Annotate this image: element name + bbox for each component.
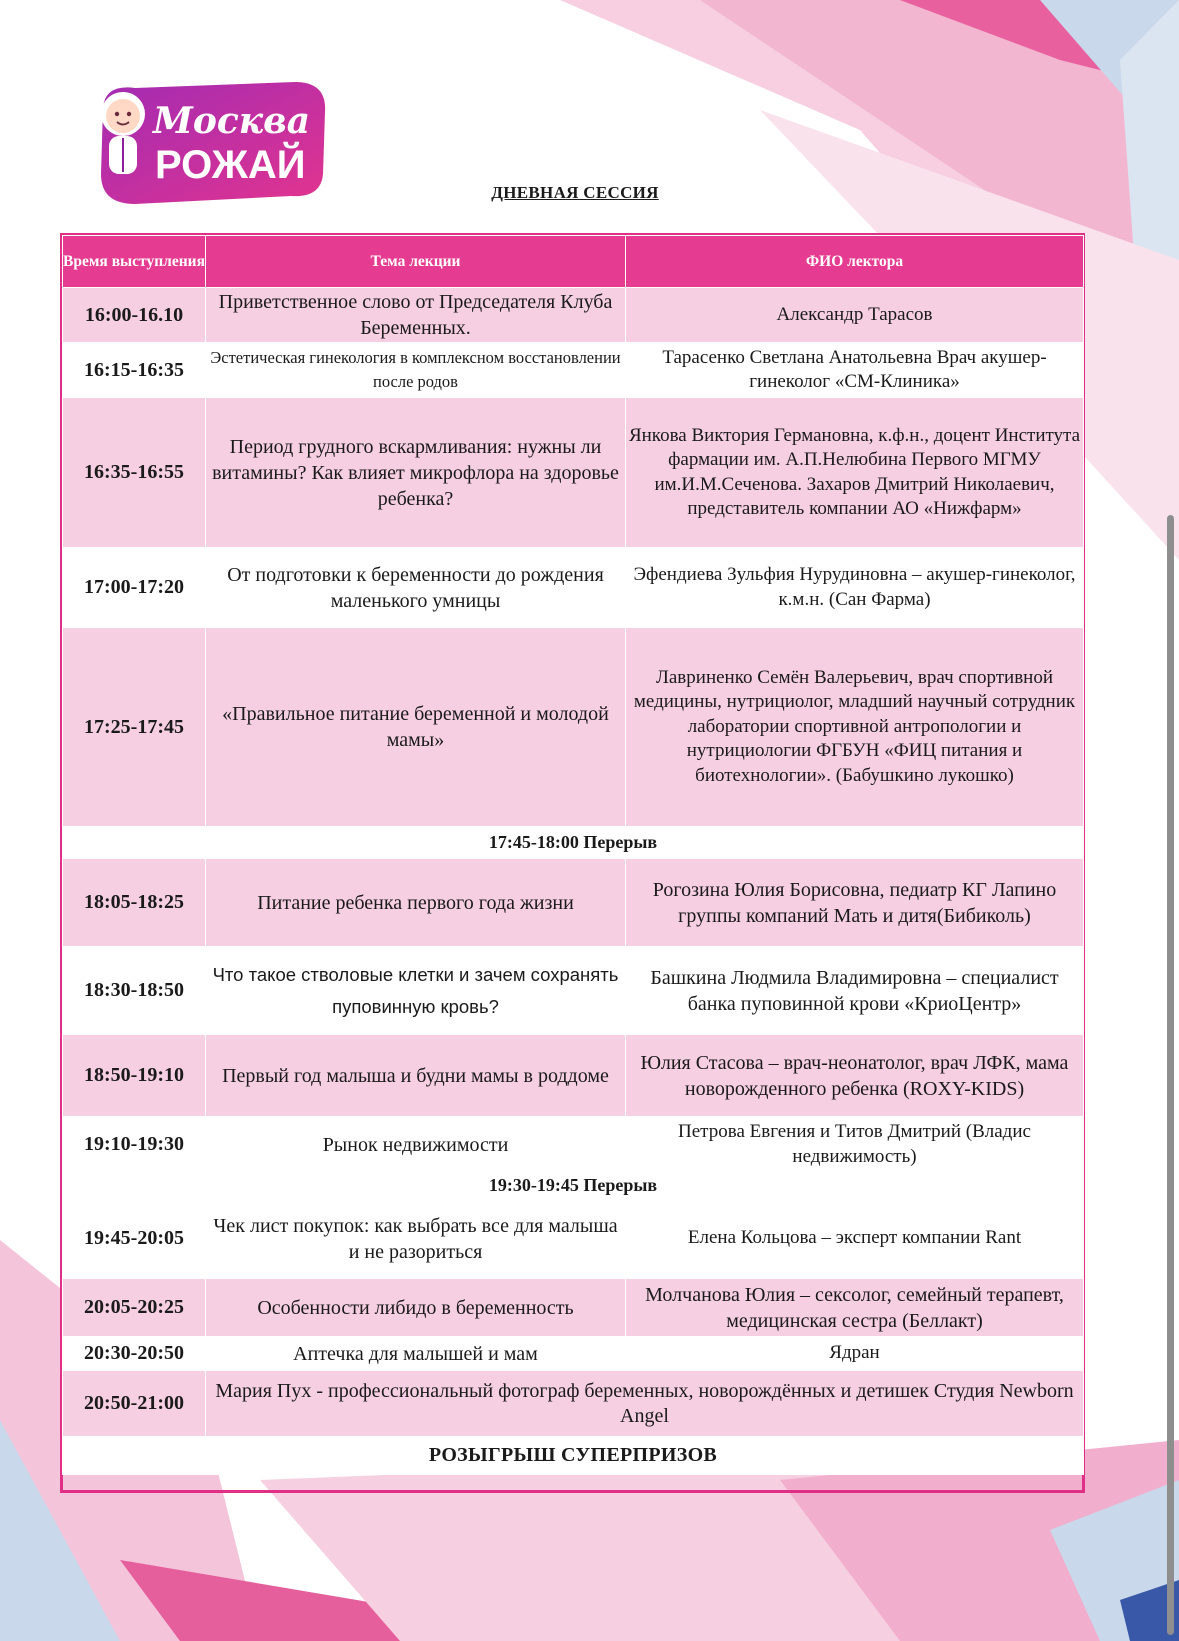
row-topic: От подготовки к беременности до рождения маленького умницы: [206, 548, 626, 628]
table-row: [63, 1035, 1084, 1117]
logo-text-line2: РОЖАЙ: [155, 143, 306, 187]
logo-text-line1: Москва: [153, 100, 311, 142]
break-row: [63, 1173, 1084, 1199]
header-topic: Тема лекции: [206, 236, 626, 288]
row-lecturer: Ядран: [626, 1337, 1084, 1371]
row-topic: Первый год малыша и будни мамы в роддоме: [206, 1035, 626, 1117]
scrollbar[interactable]: [1167, 515, 1174, 1635]
table-row: [63, 1337, 1084, 1371]
table-row: [63, 947, 1084, 1035]
row-time: 19:10-19:30: [63, 1117, 206, 1173]
row-time: 17:25-17:45: [63, 628, 206, 827]
row-topic: Питание ребенка первого года жизни: [206, 859, 626, 947]
row-topic: «Правильное питание беременной и молодой мамы»: [206, 628, 626, 827]
row-lecturer: Тарасенко Светлана Анатольевна Врач акушер-гинеколог «СМ-Клиника»: [626, 343, 1084, 398]
header-time: Время выступления: [63, 236, 206, 288]
table-row: [63, 343, 1084, 398]
table-row: [63, 1199, 1084, 1279]
row-topic: Аптечка для малышей и мам: [206, 1337, 626, 1371]
row-time: 16:00-16.10: [63, 288, 206, 343]
header-lecturer: ФИО лектора: [626, 236, 1084, 288]
table-row: [63, 288, 1084, 343]
break-row: [63, 827, 1084, 859]
row-time: 20:05-20:25: [63, 1279, 206, 1337]
table-row: [63, 859, 1084, 947]
row-topic: Что такое стволовые клетки и зачем сохранять пуповинную кровь?: [206, 947, 626, 1035]
row-time: 16:35-16:55: [63, 398, 206, 548]
table-header-row: [63, 236, 1084, 288]
row-time: 18:05-18:25: [63, 859, 206, 947]
row-topic: Эстетическая гинекология в комплексном восстановлении после родов: [206, 343, 626, 398]
row-topic: Рынок недвижимости: [206, 1117, 626, 1173]
row-lecturer: Елена Кольцова – эксперт компании Rant: [626, 1199, 1084, 1279]
row-lecturer: Башкина Людмила Владимировна – специалист банка пуповинной крови «КриоЦентр»: [626, 947, 1084, 1035]
table-row: [63, 398, 1084, 548]
row-lecturer: Лавриненко Семён Валерьевич, врач спортивной медицины, нутрициолог, младший научный сотрудник лаборатории спортивной антропологии и нутрициологии ФГБУН «ФИЦ питания и биотехнологии». (Бабушкино лукошко): [626, 628, 1084, 827]
schedule-table: [62, 235, 1084, 1475]
row-time: 19:45-20:05: [63, 1199, 206, 1279]
row-time: 16:15-16:35: [63, 343, 206, 398]
row-time: 18:30-18:50: [63, 947, 206, 1035]
break-label: 17:45-18:00 Перерыв: [63, 827, 1084, 859]
row-topic-text: Мария Пух - профессиональный фотограф беременных, новорождённых и детишек Студия Newborn Angel: [215, 1379, 1074, 1427]
row-topic: Приветственное слово от Председателя Клуба Беременных.: [206, 288, 626, 343]
row-topic: Чек лист покупок: как выбрать все для малыша и не разориться: [206, 1199, 626, 1279]
row-time: 17:00-17:20: [63, 548, 206, 628]
final-note: РОЗЫГРЫШ СУПЕРПРИЗОВ: [63, 1437, 1084, 1475]
row-time: 18:50-19:10: [63, 1035, 206, 1117]
row-lecturer: Молчанова Юлия – сексолог, семейный терапевт, медицинская сестра (Беллакт): [626, 1279, 1084, 1337]
table-row: [63, 1117, 1084, 1173]
table-row: [63, 1371, 1084, 1437]
row-lecturer: Александр Тарасов: [626, 288, 1084, 343]
table-row: [63, 548, 1084, 628]
table-row: [63, 628, 1084, 827]
row-topic: Период грудного вскармливания: нужны ли витамины? Как влияет микрофлора на здоровье ребенка?: [206, 398, 626, 548]
row-lecturer: Рогозина Юлия Борисовна, педиатр КГ Лапино группы компаний Мать и дитя(Бибиколь): [626, 859, 1084, 947]
row-time: 20:30-20:50: [63, 1337, 206, 1371]
row-time: 20:50-21:00: [63, 1371, 206, 1437]
row-topic: Особенности либидо в беременность: [206, 1279, 626, 1337]
final-row: [63, 1437, 1084, 1475]
table-row: [63, 1279, 1084, 1337]
break-label: 19:30-19:45 Перерыв: [63, 1173, 1084, 1199]
row-lecturer: Петрова Евгения и Титов Дмитрий (Владис недвижимость): [626, 1117, 1084, 1173]
row-lecturer: Эфендиева Зульфия Нурудиновна – акушер-гинеколог, к.м.н. (Сан Фарма): [626, 548, 1084, 628]
row-lecturer: Янкова Виктория Германовна, к.ф.н., доцент Института фармации им. А.П.Нелюбина Первого МГМУ им.И.М.Сеченова. Захаров Дмитрий Николаевич, представитель компании АО «Нижфарм»: [626, 398, 1084, 548]
row-lecturer: Юлия Стасова – врач-неонатолог, врач ЛФК, мама новорожденного ребенка (ROXY-KIDS): [626, 1035, 1084, 1117]
row-topic-merged: [206, 1371, 1084, 1437]
session-title: ДНЕВНАЯ СЕССИЯ: [491, 183, 659, 202]
